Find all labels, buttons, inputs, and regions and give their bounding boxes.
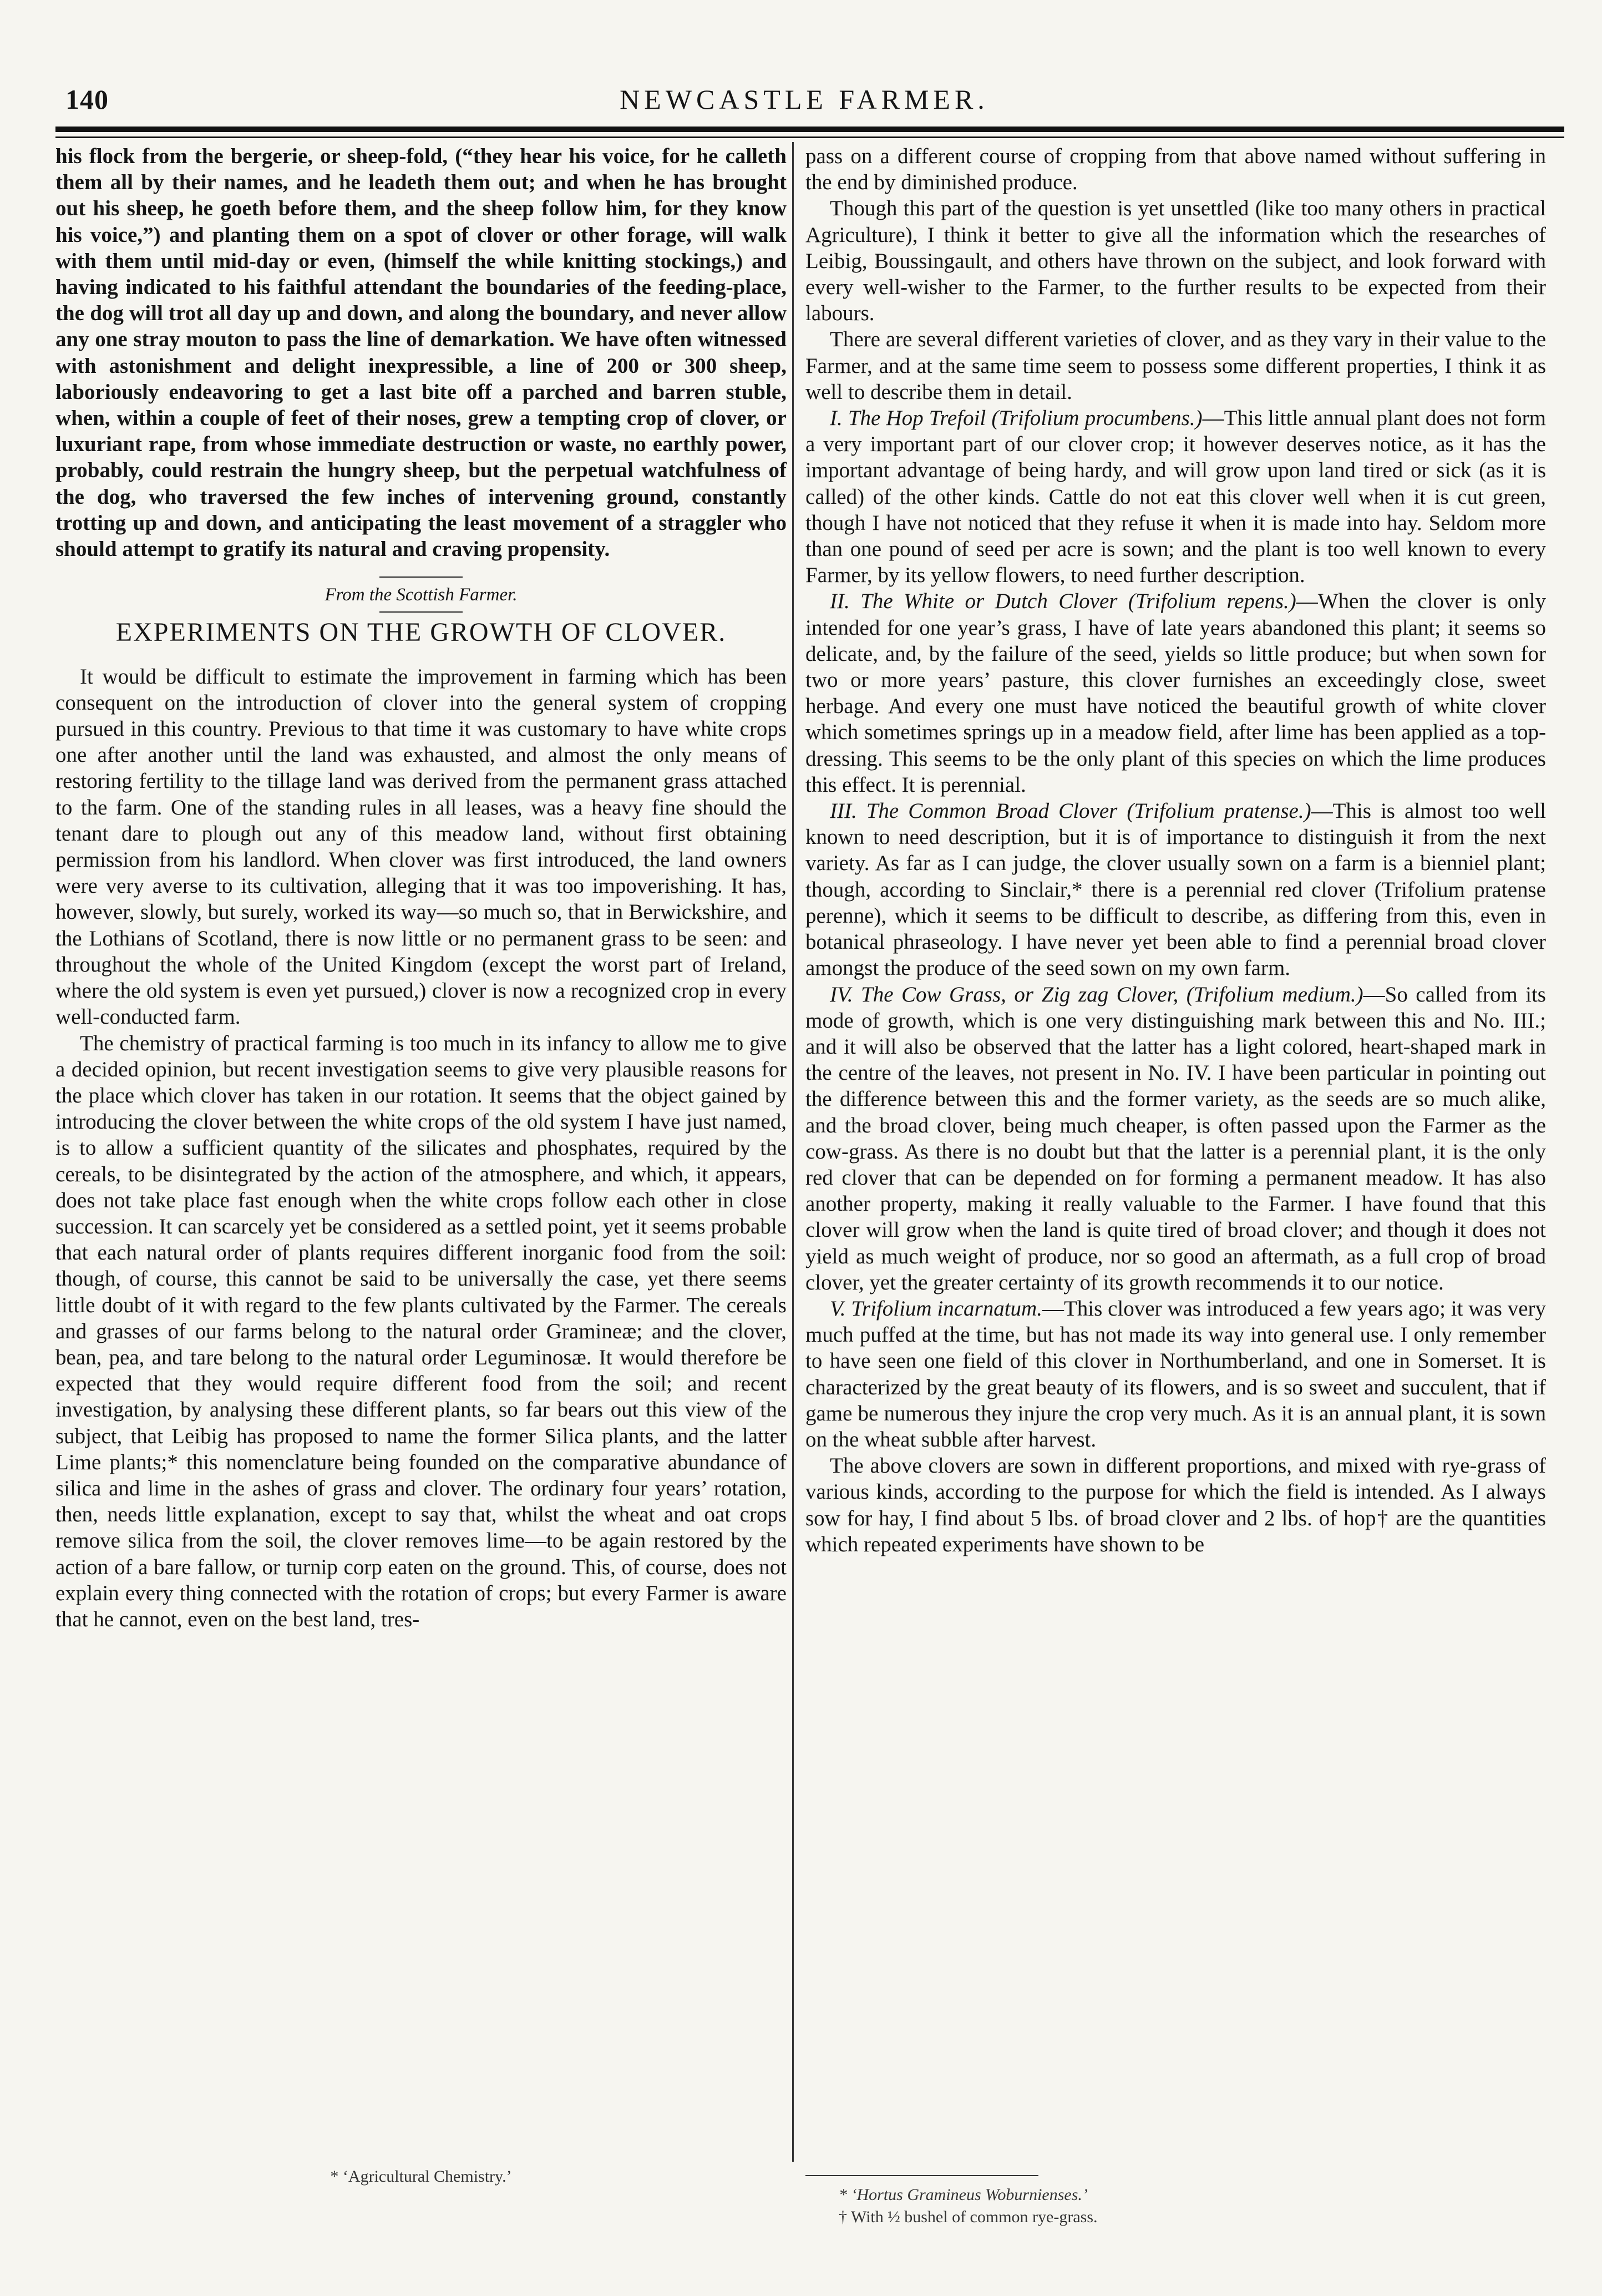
clover-variety-1 <box>805 405 1546 588</box>
article-paragraph: The above clovers are sown in different proportions, and mixed with rye-grass of various kinds, according to the purpose for which the field is intended. As I always sow for hay, I find about 5 lbs. of broad clover and 2 lbs. of hop† are the quantities which repeated experiments have shown to be <box>805 1454 1546 1556</box>
right-column <box>805 143 1546 1557</box>
variety-text: —This clover was introduced a few years ago; it was very much puffed at the time, but has not made its way into general use. I only remember to have seen one field of this clover in Northumberland, and one in Somerset. It is characterized by the great beauty of its flowers, and is so sweet and succulent, that if game be numerous they injure the crop very much. As it is an annual plant, it is sown on the wheat subble after harvest. <box>805 1296 1547 1452</box>
article-paragraph: Though this part of the question is yet unsettled (like too many others in practical Agriculture), I think it better to give all the information which the researches of Leibig, Boussingault, and others have thrown on the subject, and look forward with every well-wisher to the Farmer, to the further results to be expected from their labours. <box>805 196 1546 326</box>
footnote-1: * ‘Hortus Gramineus Woburnienses.’ <box>839 2186 1088 2204</box>
column-divider <box>792 142 794 2162</box>
running-head: NEWCASTLE FARMER. <box>620 84 989 115</box>
article-source: From the Scottish Farmer. <box>325 585 518 605</box>
source-rule <box>379 576 463 578</box>
continued-paragraph: his flock from the bergerie, or sheep-fold, (“they hear his voice, for he calleth them all by their names, and he leadeth them out; and when he has brought out his sheep, he goeth before them, and the sheep follow him, for they know his voice,”) and planting them on a spot of clover or other forage, will walk with them until mid-day or even, (himself the while knitting stockings,) and having indicated to his faithful attendant the boundaries of the feeding-place, the dog will trot all day up and down, and along the boundary, and never allow any one stray mouton to pass the line of demarkation. We have often witnessed with astonishment and delight inexpressible, a line of 200 or 300 sheep, laboriously endeavoring to get a last bite off a parched and barren stuble, when, within a couple of feet of their noses, grew a tempting crop of clover, or luxuriant rape, from whose immediate destruction or waste, no earthly power, probably, could restrain the hungry sheep, but the perpetual watchfulness of the dog, who traversed the few inches of intervening ground, constantly trotting up and down, and anticipating the least movement of a straggler who should attempt to gratify its natural and craving propensity. <box>55 144 787 562</box>
variety-heading: I. The Hop Trefoil (Trifolium procumbens.) <box>830 406 1203 431</box>
clover-variety-5 <box>805 1296 1546 1453</box>
article-title: EXPERIMENTS ON THE GROWTH OF CLOVER. <box>115 618 727 648</box>
variety-heading: V. Trifolium incarnatum. <box>830 1296 1042 1321</box>
left-footnote: * ‘Agricultural Chemistry.’ <box>330 2167 512 2186</box>
variety-text: —This is almost too well known to need description, but it is of importance to distinguish it from the next variety. As far as I can judge, the clover usually sown on a farm is a bienniel plant; though, according to Sinclair,* there is a perennial red clover (Trifolium pratense perenne), which it seems to be difficult to describe, as differing from this, even in botanical phraseology. I have never yet been able to find a perennial broad clover amongst the produce of the seed sown on my own farm. <box>805 799 1546 980</box>
variety-heading: III. The Common Broad Clover (Trifolium pratense.) <box>830 799 1311 823</box>
clover-variety-2 <box>805 588 1546 798</box>
article-paragraph: It would be difficult to estimate the improvement in farming which has been consequent on the introduction of clover into the general system of cropping pursued in this country. Previous to that time it was customary to have white crops one after another until the land was exhausted, and almost the only means of restoring fertility to the tillage land was derived from the permanent grass attached to the farm. One of the standing rules in all leases, was a heavy fine should the tenant dare to plough out any of this meadow land, without first obtaining permission from his landlord. When clover was first introduced, the land owners were very averse to its cultivation, alleging that it was too impoverishing. It has, however, slowly, but surely, worked its way—so much so, that in Berwickshire, and the Lothians of Scotland, there is now little or no permanent grass to be seen: and throughout the whole of the United Kingdom (except the worst part of Ireland, where the old system is even yet pursued,) clover is now a recognized crop in every well-conducted farm. <box>55 664 787 1029</box>
clover-variety-4 <box>805 982 1546 1296</box>
variety-text: —This little annual plant does not form a very important part of our clover crop; it however deserves notice, as it has the important advantage of being hardy, and will grow upon land tired or sick (as it is called) of the other kinds. Cattle do not eat this clover well when it is cut green, though I have not noticed that they refuse it when it is made into hay. Seldom more than one pound of seed per acre is sown; and the plant is too well known to every Farmer, by its yellow flowers, to need further description. <box>805 406 1546 588</box>
variety-text: —So called from its mode of growth, which is one very distinguishing mark between this and No. III.; and it will also be observed that the latter has a light colored, heart-shaped mark in the centre of the leaves, not present in No. IV. I have been particular in pointing out the difference between this and the former variety, as the seeds are so much alike, and the broad clover, being much cheaper, is often passed upon the Farmer as the cow-grass. As there is no doubt but that the latter is a perennial plant, it is the only red clover that can be depended on for forming a permanent meadow. It has also another property, making it really valuable to the Farmer. I have found that this clover will grow when the land is quite tired of broad clover; and though it does not yield as much weight of produce, nor so good an aftermath, as a full crop of broad clover, yet the greater certainty of its growth recommends it to our notice. <box>805 982 1546 1294</box>
variety-text: —When the clover is only intended for one year’s grass, I have of late years abandoned this plant; it seems so delicate, and, by the failure of the seed, yields so little produce; but when sown for two or more years’ pasture, this clover furnishes an exceedingly close, sweet herbage. And every one must have noticed the beautiful growth of white clover which sometimes springs up in a meadow field, after lime has been applied as a top-dressing. This seems to be the only plant of this species on which the lime produces this effect. It is perennial. <box>805 589 1546 797</box>
clover-variety-3 <box>805 798 1546 981</box>
article-paragraph: There are several different varieties of clover, and as they vary in their value to the Farmer, and at the same time seem to possess some different properties, I think it as well to describe them in detail. <box>805 327 1546 404</box>
left-column <box>55 143 787 1632</box>
variety-heading: IV. The Cow Grass, or Zig zag Clover, (Trifolium medium.) <box>830 982 1363 1007</box>
footnote-2: † With ½ bushel of common rye-grass. <box>839 2208 1098 2226</box>
page-number: 140 <box>65 84 109 115</box>
article-paragraph: pass on a different course of cropping from that above named without suffering in the end by diminished produce. <box>805 144 1546 195</box>
header-rule-thick <box>55 127 1564 132</box>
variety-heading: II. The White or Dutch Clover (Trifolium repens.) <box>830 589 1296 614</box>
source-rule <box>379 611 463 613</box>
header-rule-thin <box>55 136 1564 138</box>
footnote-rule <box>805 2175 1038 2176</box>
article-paragraph: The chemistry of practical farming is too much in its infancy to allow me to give a decided opinion, but recent investigation seems to give very plausible reasons for the place which clover has taken in our rotation. It seems that the object gained by introducing the clover between the white crops of the old system I have just named, is to allow a sufficient quantity of the silicates and phosphates, required by the cereals, to be disintegrated by the action of the atmosphere, and which, it appears, does not take place fast enough when the white crops follow each other in close succession. It can scarcely yet be considered as a settled point, yet it seems probable that each natural order of plants requires different inorganic food from the soil: though, of course, this cannot be said to be universally the case, yet there seems little doubt of it with regard to the few plants cultivated by the Farmer. The cereals and grasses of our farms belong to the natural order Gramineæ; and the clover, bean, pea, and tare belong to the natural order Leguminosæ. It would therefore be expected that they would require different food from the soil; and recent investigation, by analysing these different plants, so far bears out this view of the subject, that Leibig has proposed to name the former Silica plants, and the latter Lime plants;* this nomenclature being founded on the comparative abundance of silica and lime in the ashes of grass and clover. The ordinary four years’ rotation, then, needs little explanation, except to say that, whilst the wheat and oat crops remove silica from the soil, the clover removes lime—to be again restored by the action of a bare fallow, or turnip corp eaten on the ground. This, of course, does not explain every thing connected with the rotation of crops; but every Farmer is aware that he cannot, even on the best land, tres- <box>55 1031 787 1631</box>
page-header <box>55 83 1553 128</box>
right-footnotes <box>805 2175 1546 2228</box>
